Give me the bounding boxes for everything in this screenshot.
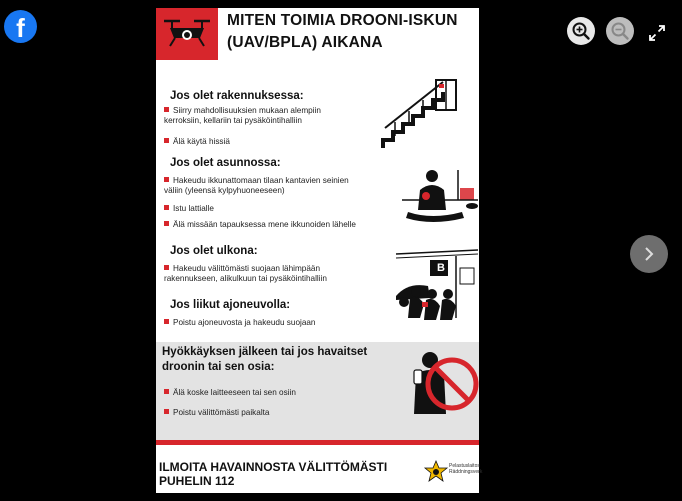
- drone-icon: [156, 8, 218, 60]
- do-not-touch-illustration: [406, 348, 478, 416]
- next-image-button[interactable]: [630, 235, 668, 273]
- list-item: Siirry mahdollisuuksien mukaan alempiin kerroksiin, kellariin tai pysäköintihalliin: [164, 106, 321, 125]
- list-item: Älä koske laitteeseen tai sen osiin: [164, 388, 374, 398]
- facebook-icon[interactable]: f: [4, 10, 37, 43]
- list-item: Istu lattialle: [164, 204, 364, 214]
- list-item: Poistu välittömästi paikalta: [164, 408, 374, 418]
- list-item: Hakeudu ikkunattomaan tilaan kantavien seinien väliin (yleensä kylpyhuoneeseen): [164, 176, 349, 195]
- zoom-in-button[interactable]: [567, 17, 595, 45]
- poster-image: [156, 8, 483, 493]
- list-item: Älä missään tapauksessa mene ikkunoiden lähelle: [164, 220, 374, 230]
- fullscreen-button[interactable]: [648, 24, 666, 42]
- shelter-sign: B: [437, 262, 445, 274]
- bullet-marker: [164, 205, 169, 210]
- report-footer: ILMOITA HAVAINNOSTA VÄLITTÖMÄSTI PUHELIN 112: [159, 460, 388, 488]
- poster-title: MITEN TOIMIA DROONI-ISKUN (UAV/BPLA) AIKANA: [227, 12, 458, 51]
- chevron-right-icon: [641, 246, 657, 262]
- rescue-service-logo-icon: [424, 460, 448, 486]
- divider: [156, 440, 479, 445]
- bullet-marker: [164, 138, 169, 143]
- list-item: Älä käytä hissiä: [164, 137, 359, 147]
- drone-badge: [156, 8, 218, 60]
- staircase-illustration: [381, 78, 461, 150]
- family-sheltering-illustration: [402, 166, 478, 226]
- bullet-marker: [164, 177, 169, 182]
- section-title-building: Jos olet rakennuksessa:: [170, 90, 304, 102]
- bullet-marker: [164, 409, 169, 414]
- list-item: Hakeudu välittömästi suojaan lähimpään rakennukseen, alikulkuun tai pysäköintihalliin: [164, 264, 327, 283]
- bullet-marker: [164, 319, 169, 324]
- fullscreen-icon: [648, 24, 666, 42]
- list-item: Poistu ajoneuvosta ja hakeudu suojaan: [164, 318, 369, 328]
- bullet-marker: [164, 265, 169, 270]
- after-attack-title: Hyökkäyksen jälkeen tai jos havaitset droonin tai sen osia:: [162, 346, 368, 373]
- poster-header: [156, 8, 479, 64]
- bullet-marker: [164, 221, 169, 226]
- after-attack-panel: [156, 342, 479, 440]
- zoom-out-button[interactable]: [606, 17, 634, 45]
- section-title-vehicle: Jos liikut ajoneuvolla:: [170, 299, 291, 311]
- rescue-service-name: Pelastuslaitos Räddningsverk: [449, 463, 483, 475]
- zoom-in-icon: [567, 17, 595, 45]
- section-title-outdoors: Jos olet ulkona:: [170, 245, 258, 257]
- zoom-out-icon: [606, 17, 634, 45]
- section-title-apartment: Jos olet asunnossa:: [170, 157, 281, 169]
- bullet-marker: [164, 107, 169, 112]
- bullet-marker: [164, 389, 169, 394]
